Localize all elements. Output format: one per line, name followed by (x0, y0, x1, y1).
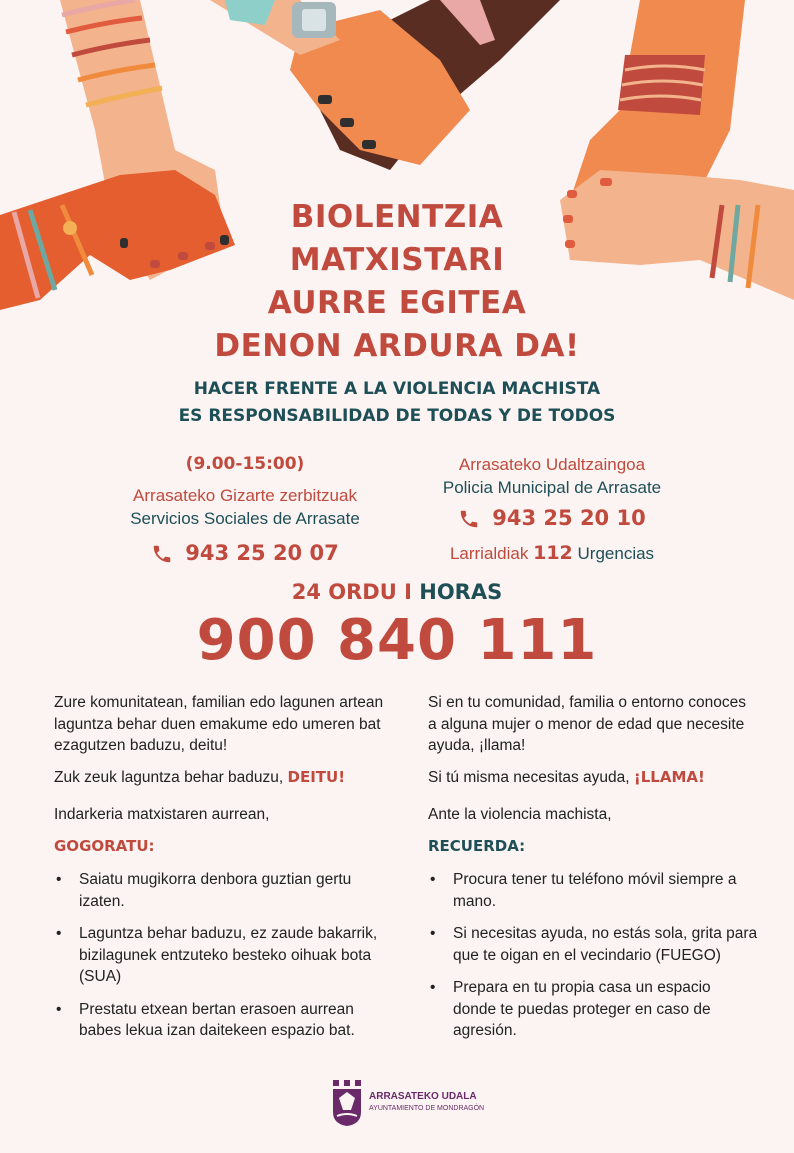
phone-icon (458, 508, 480, 530)
social-services-name-es: Servicios Sociales de Arrasate (130, 509, 360, 528)
main-title (0, 196, 794, 368)
call-keyword: ¡LLAMA! (633, 767, 705, 786)
intro-paragraph: Zure komunitatean, familian edo lagunen artean laguntza behar duen emakume edo umeren bat ezagutzen baduzu, deitu! (54, 694, 384, 754)
spanish-column (428, 692, 758, 1053)
logo-text (369, 1091, 484, 1115)
call-text: Zuk zeuk laguntza behar baduzu, (54, 768, 288, 786)
hotline-number[interactable]: 900 840 111 (196, 608, 598, 673)
title-line: AURRE EGITEA (267, 285, 527, 321)
list-item: • Si necesitas ayuda, no estás sola, grita para que te oigan en el vecindario (FUEGO) (428, 923, 758, 966)
against-violence-text: Indarkeria matxistaren aurrean, (54, 806, 270, 823)
social-services-block (95, 453, 395, 565)
police-block (402, 453, 702, 565)
remember-heading: GOGORATU: (54, 836, 155, 855)
subtitle (0, 376, 794, 430)
basque-column (54, 692, 384, 1053)
subtitle-line: ES RESPONSABILIDAD DE TODAS Y DE TODOS (178, 406, 616, 426)
social-services-phone[interactable] (95, 542, 395, 565)
title-line: MATXISTARI (289, 242, 505, 278)
advice-list (54, 869, 384, 1042)
list-item: • Saiatu mugikorra denbora guztian gertu izaten. (54, 869, 384, 912)
hours-separator: I (404, 580, 412, 604)
list-item: • Procura tener tu teléfono móvil siempre a mano. (428, 869, 758, 912)
police-name-eu: Arrasateko Udaltzaingoa (458, 455, 646, 474)
opening-hours: (9.00-15:00) (185, 454, 305, 474)
remember-heading: RECUERDA: (428, 836, 526, 855)
call-text: Si tú misma necesitas ayuda, (428, 768, 634, 786)
hours-es: HORAS (419, 580, 503, 604)
police-phone[interactable] (402, 507, 702, 530)
against-violence-text: Ante la violencia machista, (428, 806, 612, 823)
emergency-line (402, 542, 702, 565)
title-line: BIOLENTZIA (290, 199, 504, 235)
advice-list (428, 869, 758, 1042)
logo-name: ARRASATEKO UDALA (369, 1091, 477, 1102)
call-paragraph (428, 767, 758, 789)
phone-number: 943 25 20 10 (492, 506, 646, 530)
emergency-label-es: Urgencias (577, 544, 655, 563)
list-item: • Prestatu etxean bertan erasoen aurrean babes lekua izan daitekeen espazio bat. (54, 999, 384, 1042)
logo-subname: AYUNTAMIENTO DE MONDRAGÓN (369, 1105, 485, 1112)
emergency-number[interactable]: 112 (533, 542, 573, 564)
call-paragraph (54, 767, 384, 789)
phone-icon (151, 543, 173, 565)
call-keyword: DEITU! (287, 767, 346, 786)
emergency-label-eu: Larrialdiak (449, 544, 529, 563)
title-line: DENON ARDURA DA! (214, 328, 580, 364)
list-item: • Laguntza behar baduzu, ez zaude bakarrik, bizilagunek entzuteko besteko oihuak bota (SUA) (54, 923, 384, 988)
hotline-hours (0, 580, 794, 604)
municipality-logo (333, 1080, 484, 1126)
phone-number: 943 25 20 07 (185, 541, 339, 565)
social-services-name-eu: Arrasateko Gizarte zerbitzuak (133, 486, 357, 505)
coat-of-arms-icon (333, 1080, 361, 1126)
intro-paragraph: Si en tu comunidad, familia o entorno conoces a alguna mujer o menor de edad que necesite ayuda, ¡llama! (428, 694, 746, 754)
police-name-es: Policia Municipal de Arrasate (442, 478, 662, 497)
list-item: • Prepara en tu propia casa un espacio donde te puedas proteger en caso de agresión. (428, 977, 758, 1042)
hours-eu: 24 ORDU (291, 580, 397, 604)
subtitle-line: HACER FRENTE A LA VIOLENCIA MACHISTA (193, 379, 601, 399)
